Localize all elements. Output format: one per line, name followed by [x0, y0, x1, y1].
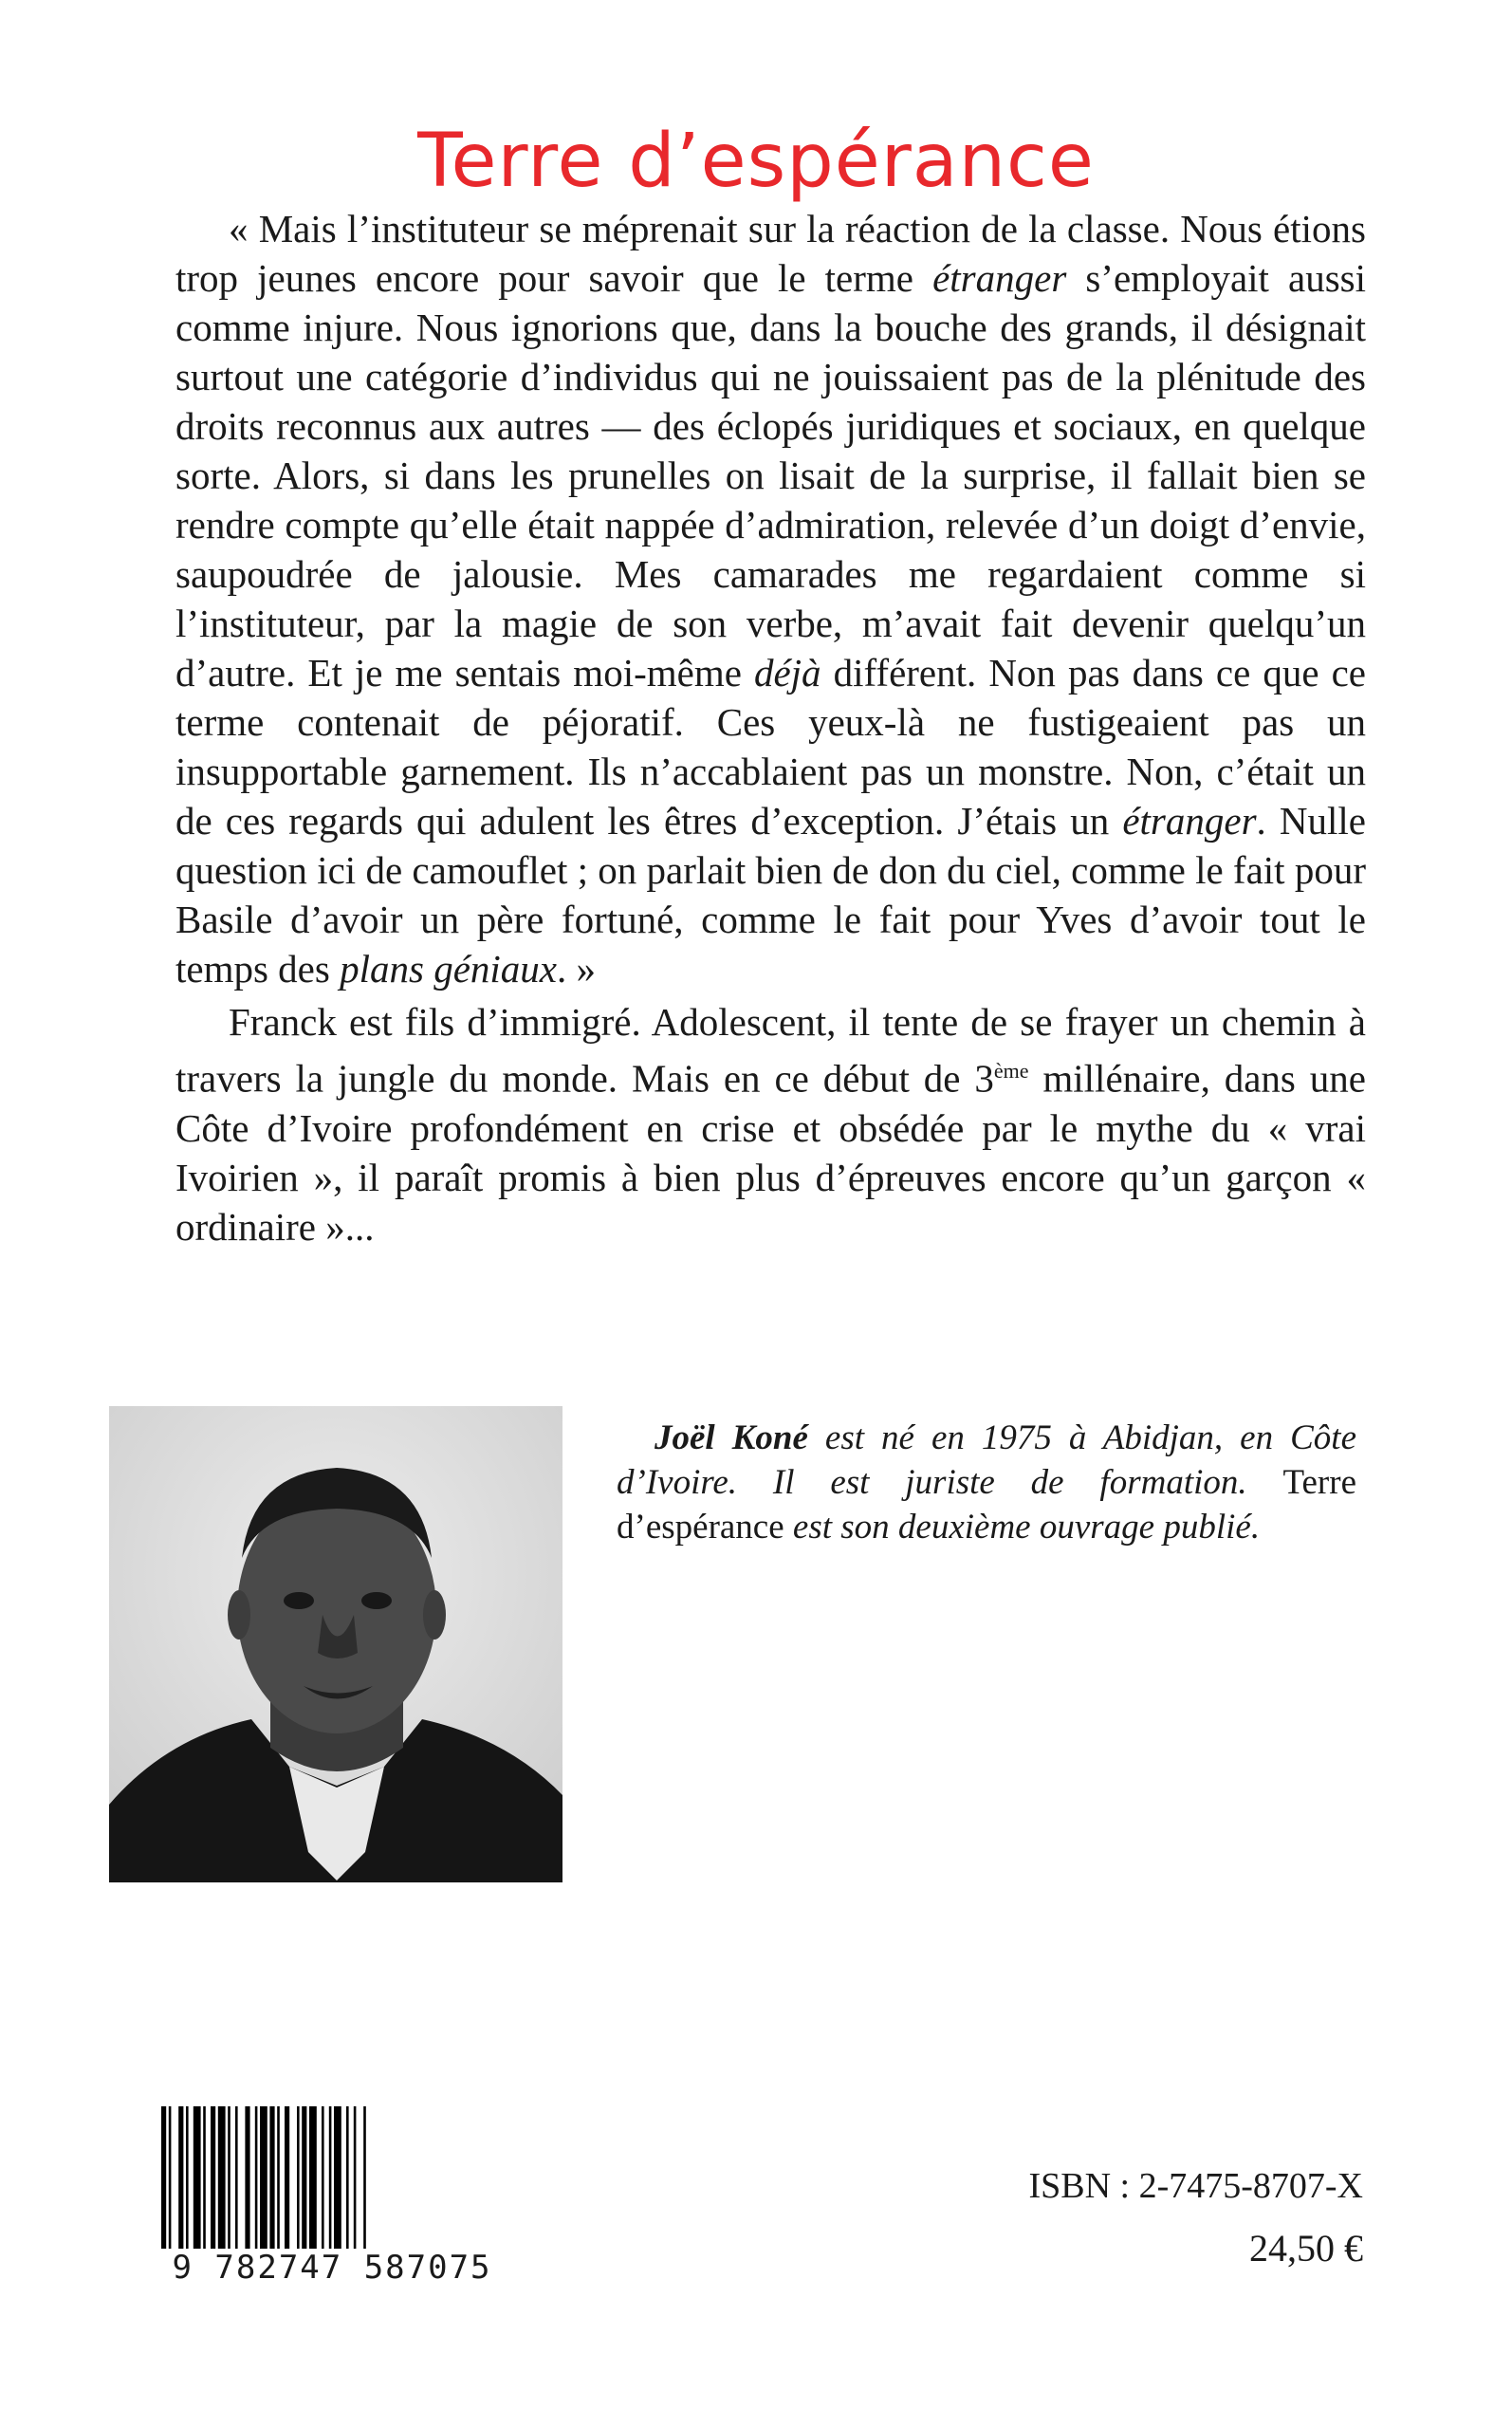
barcode-bar [334, 2106, 341, 2251]
barcode-bar [309, 2106, 317, 2251]
barcode-bar [245, 2106, 249, 2251]
barcode-bar [255, 2106, 258, 2251]
barcode-bar [346, 2106, 349, 2251]
barcode-bar [302, 2106, 306, 2251]
isbn: ISBN : 2-7475-8707-X [1028, 2166, 1363, 2206]
barcode-digits: 9 782747 587075 [133, 2249, 531, 2287]
barcode-bar [269, 2106, 274, 2251]
barcode-bar [169, 2106, 172, 2268]
barcode-bar [260, 2106, 267, 2268]
price: 24,50 € [1249, 2227, 1363, 2270]
barcode-bar [228, 2106, 230, 2251]
barcode-bar [161, 2106, 166, 2268]
barcode-bar [354, 2106, 357, 2251]
barcode-bar [297, 2106, 300, 2251]
barcode [133, 2106, 531, 2296]
barcode-bar [363, 2106, 366, 2268]
barcode-bar [203, 2106, 206, 2251]
barcode-bar [329, 2106, 332, 2251]
author-photo [109, 1406, 562, 1882]
summary-paragraph: Franck est fils d’immigré. Adolescent, il tente de se frayer un chemin à travers la jungle du monde. Mais en ce début de 3ème millénaire, dans une Côte d’Ivoire profondément en crise et obsédée par le mythe du « vrai Ivoirien », il paraît promis à bien plus d’épreuves encore qu’un garçon « ordinaire »... [175, 1000, 1366, 1249]
barcode-bar [218, 2106, 226, 2251]
book-title: Terre d’espérance [417, 119, 1095, 204]
author-bio: Joël Koné est né en 1975 à Abidjan, en Côte d’Ivoire. Il est juriste de formation. Terre d’espérance est son deuxième ouvrage publié. [617, 1418, 1356, 1547]
excerpt-paragraph: « Mais l’instituteur se méprenait sur la réaction de la classe. Nous étions trop jeunes encore pour savoir que le terme étranger s’employait aussi comme injure. Nous ignorions que, dans la bouche des grands, il désignait surtout une catégorie d’individus qui ne jouissaient pas de la plénitude des droits reconnus aux autres — des éclopés juridiques et sociaux, en quelque sorte. Alors, si dans les prunelles on lisait de la surprise, il fallait bien se rendre compte qu’elle était nappée d’admiration, relevée d’un doigt d’envie, saupoudrée de jalousie. Mes camarades me regardaient comme si l’instituteur, par la magie de son verbe, m’avait fait devenir quelqu’un d’autre. Et je me sentais moi-même déjà différent. Non pas dans ce que ce terme contenait de péjoratif. Ces yeux-là ne fustigeaient pas un insupportable garnement. Ils n’accablaient pas un monstre. Non, c’était un de ces regards qui adulent les êtres d’exception. J’étais un étranger. Nulle question ici de camouflet ; on parlait bien de don du ciel, comme le fait pour Basile d’avoir un père fortuné, comme le fait pour Yves d’avoir tout le temps des plans géniaux. » [175, 207, 1366, 991]
barcode-bar [277, 2106, 280, 2251]
barcode-bar [235, 2106, 238, 2251]
back-cover-text [175, 204, 1366, 1251]
barcode-bar [178, 2106, 183, 2251]
barcode-bar [186, 2106, 189, 2251]
barcode-bar [285, 2106, 289, 2251]
barcode-bar [211, 2106, 215, 2251]
author-portrait-image [109, 1406, 562, 1882]
barcode-bar [194, 2106, 201, 2251]
barcode-bar [322, 2106, 324, 2251]
